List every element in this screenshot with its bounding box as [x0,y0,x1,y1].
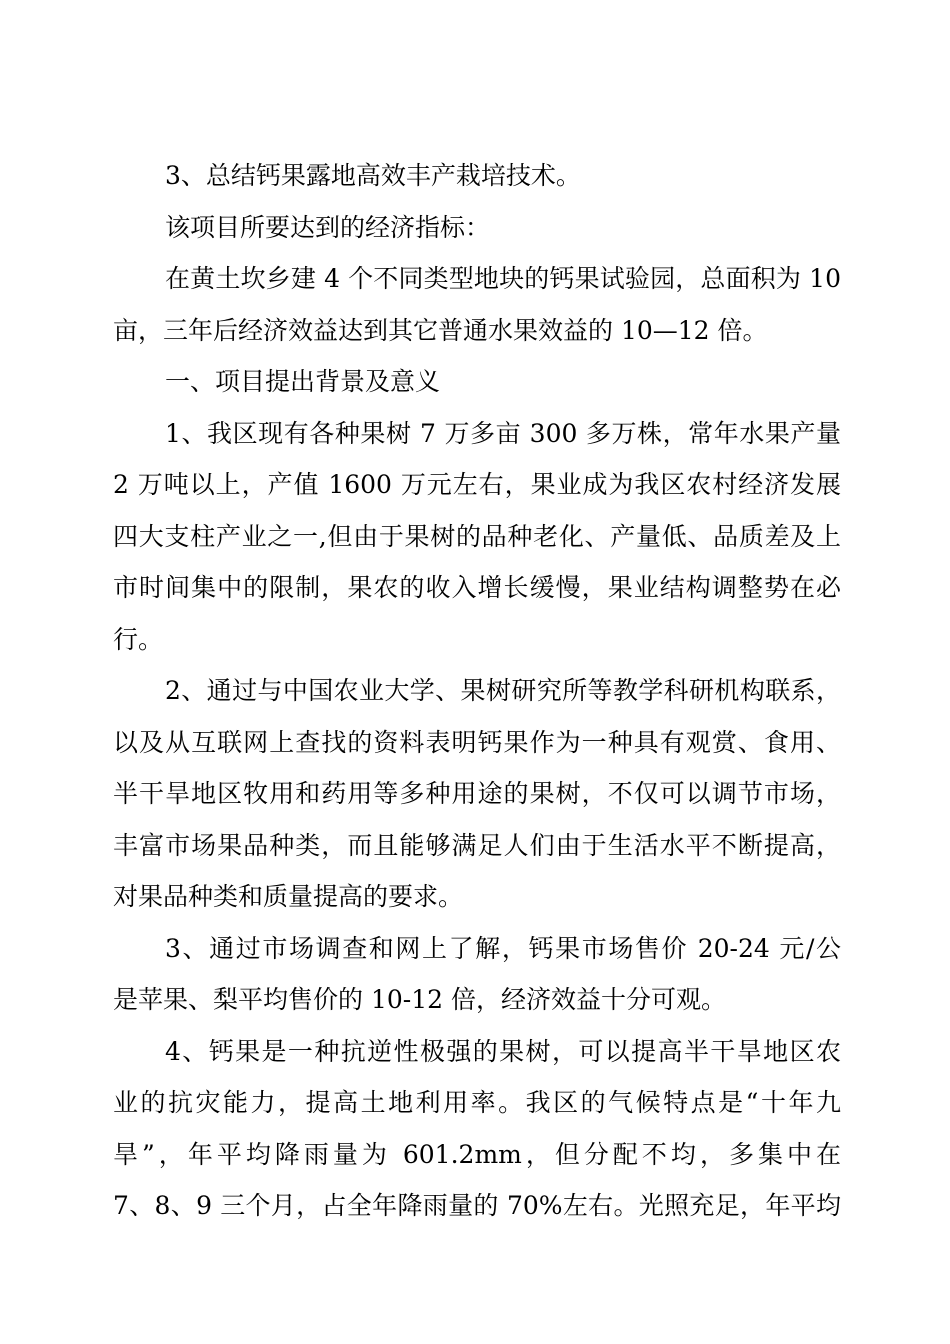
text-line: 2 万吨以上，产值 1600 万元左右，果业成为我区农村经济发展 [113,470,841,499]
text-line: 以及从互联网上查找的资料表明钙果作为一种具有观赏、食用、 [113,727,841,757]
document-body [113,150,841,1232]
text-line: 市时间集中的限制，果农的收入增长缓慢，果业结构调整势在必 [113,573,841,602]
text-line: 在黄土坎乡建 4 个不同类型地块的钙果试验园，总面积为 10 [165,264,841,293]
text-line: 是苹果、梨平均售价的 10-12 倍，经济效益十分可观。 [113,985,726,1014]
text-line: 3、通过市场调查和网上了解，钙果市场售价 20-24 元/公 [165,933,841,963]
text-line: 四大支柱产业之一,但由于果树的品种老化、产量低、品质差及上 [113,521,841,551]
text-line: 旱”，年平均降雨量为 601.2mm，但分配不均，多集中在 [113,1139,841,1169]
section-heading: 一、项目提出背景及意义 [165,367,441,396]
text-line: 亩，三年后经济效益达到其它普通水果效益的 10—12 倍。 [113,315,768,345]
text-line: 行。 [113,624,164,654]
text-line: 1、我区现有各种果树 7 万多亩 300 多万株，常年水果产量 [165,418,841,448]
text-line: 半干旱地区牧用和药用等多种用途的果树，不仅可以调节市场， [113,779,841,808]
text-line: 该项目所要达到的经济指标： [165,212,491,242]
text-line: 3、总结钙果露地高效丰产栽培技术。 [165,161,581,190]
text-line: 丰富市场果品种类，而且能够满足人们由于生活水平不断提高， [113,830,841,860]
text-line: 业的抗灾能力，提高土地利用率。我区的气候特点是“十年九 [113,1088,841,1117]
text-line: 2、通过与中国农业大学、果树研究所等教学科研机构联系， [165,676,841,705]
text-line: 对果品种类和质量提高的要求。 [113,882,464,911]
text-line: 4、钙果是一种抗逆性极强的果树，可以提高半干旱地区农 [165,1036,841,1066]
text-line: 7、8、9 三个月，占全年降雨量的 70%左右。光照充足，年平均 [113,1191,841,1220]
